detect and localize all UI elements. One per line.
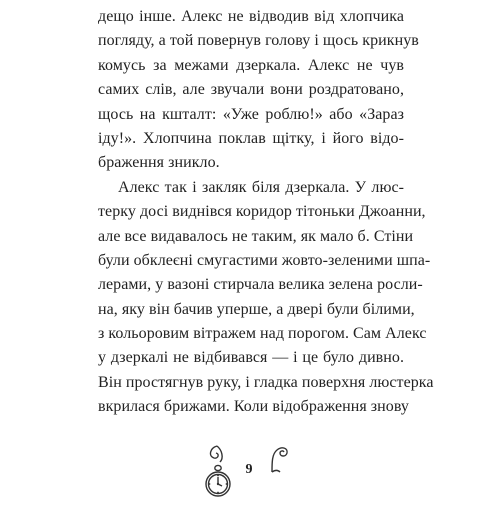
text-line: комусь за межами дзеркала. Алекс не чув (98, 56, 404, 74)
text-line: були обклеєні смугастими жовто-зеленими шпа- (98, 251, 431, 269)
text-line: з кольоровим вітражем над порогом. Сам Алекс (98, 325, 427, 343)
text-line: вкрилася брижами. Коли відображення знову (98, 398, 409, 416)
text-line: щось на кшталт: «Уже роблю!» або «Зараз (98, 105, 404, 123)
text-line: на, яку він бачив уперше, а двері були білими, (98, 300, 415, 318)
text-line: погляду, а той повернув голову і щось крикнув (98, 32, 419, 50)
text-line: терку досі виднівся коридор тітоньки Джоанни, (98, 203, 426, 221)
page-number: 9 (245, 462, 253, 477)
text-line: браження зникло. (98, 154, 220, 172)
text-line: лерами, у вазоні стирчала велика зелена росли- (98, 276, 423, 294)
text-line: Він простягнув руку, і гладка поверхня люстерка (98, 373, 434, 391)
text-line: але все видавалось не таким, як мало б. Стіни (98, 227, 414, 245)
text-line: дещо інше. Алекс не відводив від хлопчика (98, 8, 404, 25)
page-text (98, 5, 434, 420)
text-line: самих слів, але звучали вони роздратовано, (98, 81, 404, 99)
text-line: у дзеркалі не відбивався — і це було дивно. (98, 349, 404, 367)
pocket-watch-icon (200, 444, 236, 505)
text-line: іду!». Хлопчина поклав щітку, і його відо- (98, 129, 404, 147)
curl-flourish-icon (268, 444, 292, 479)
page-footer (0, 444, 500, 500)
text-line: Алекс так і закляк біля дзеркала. У люс- (118, 178, 404, 196)
